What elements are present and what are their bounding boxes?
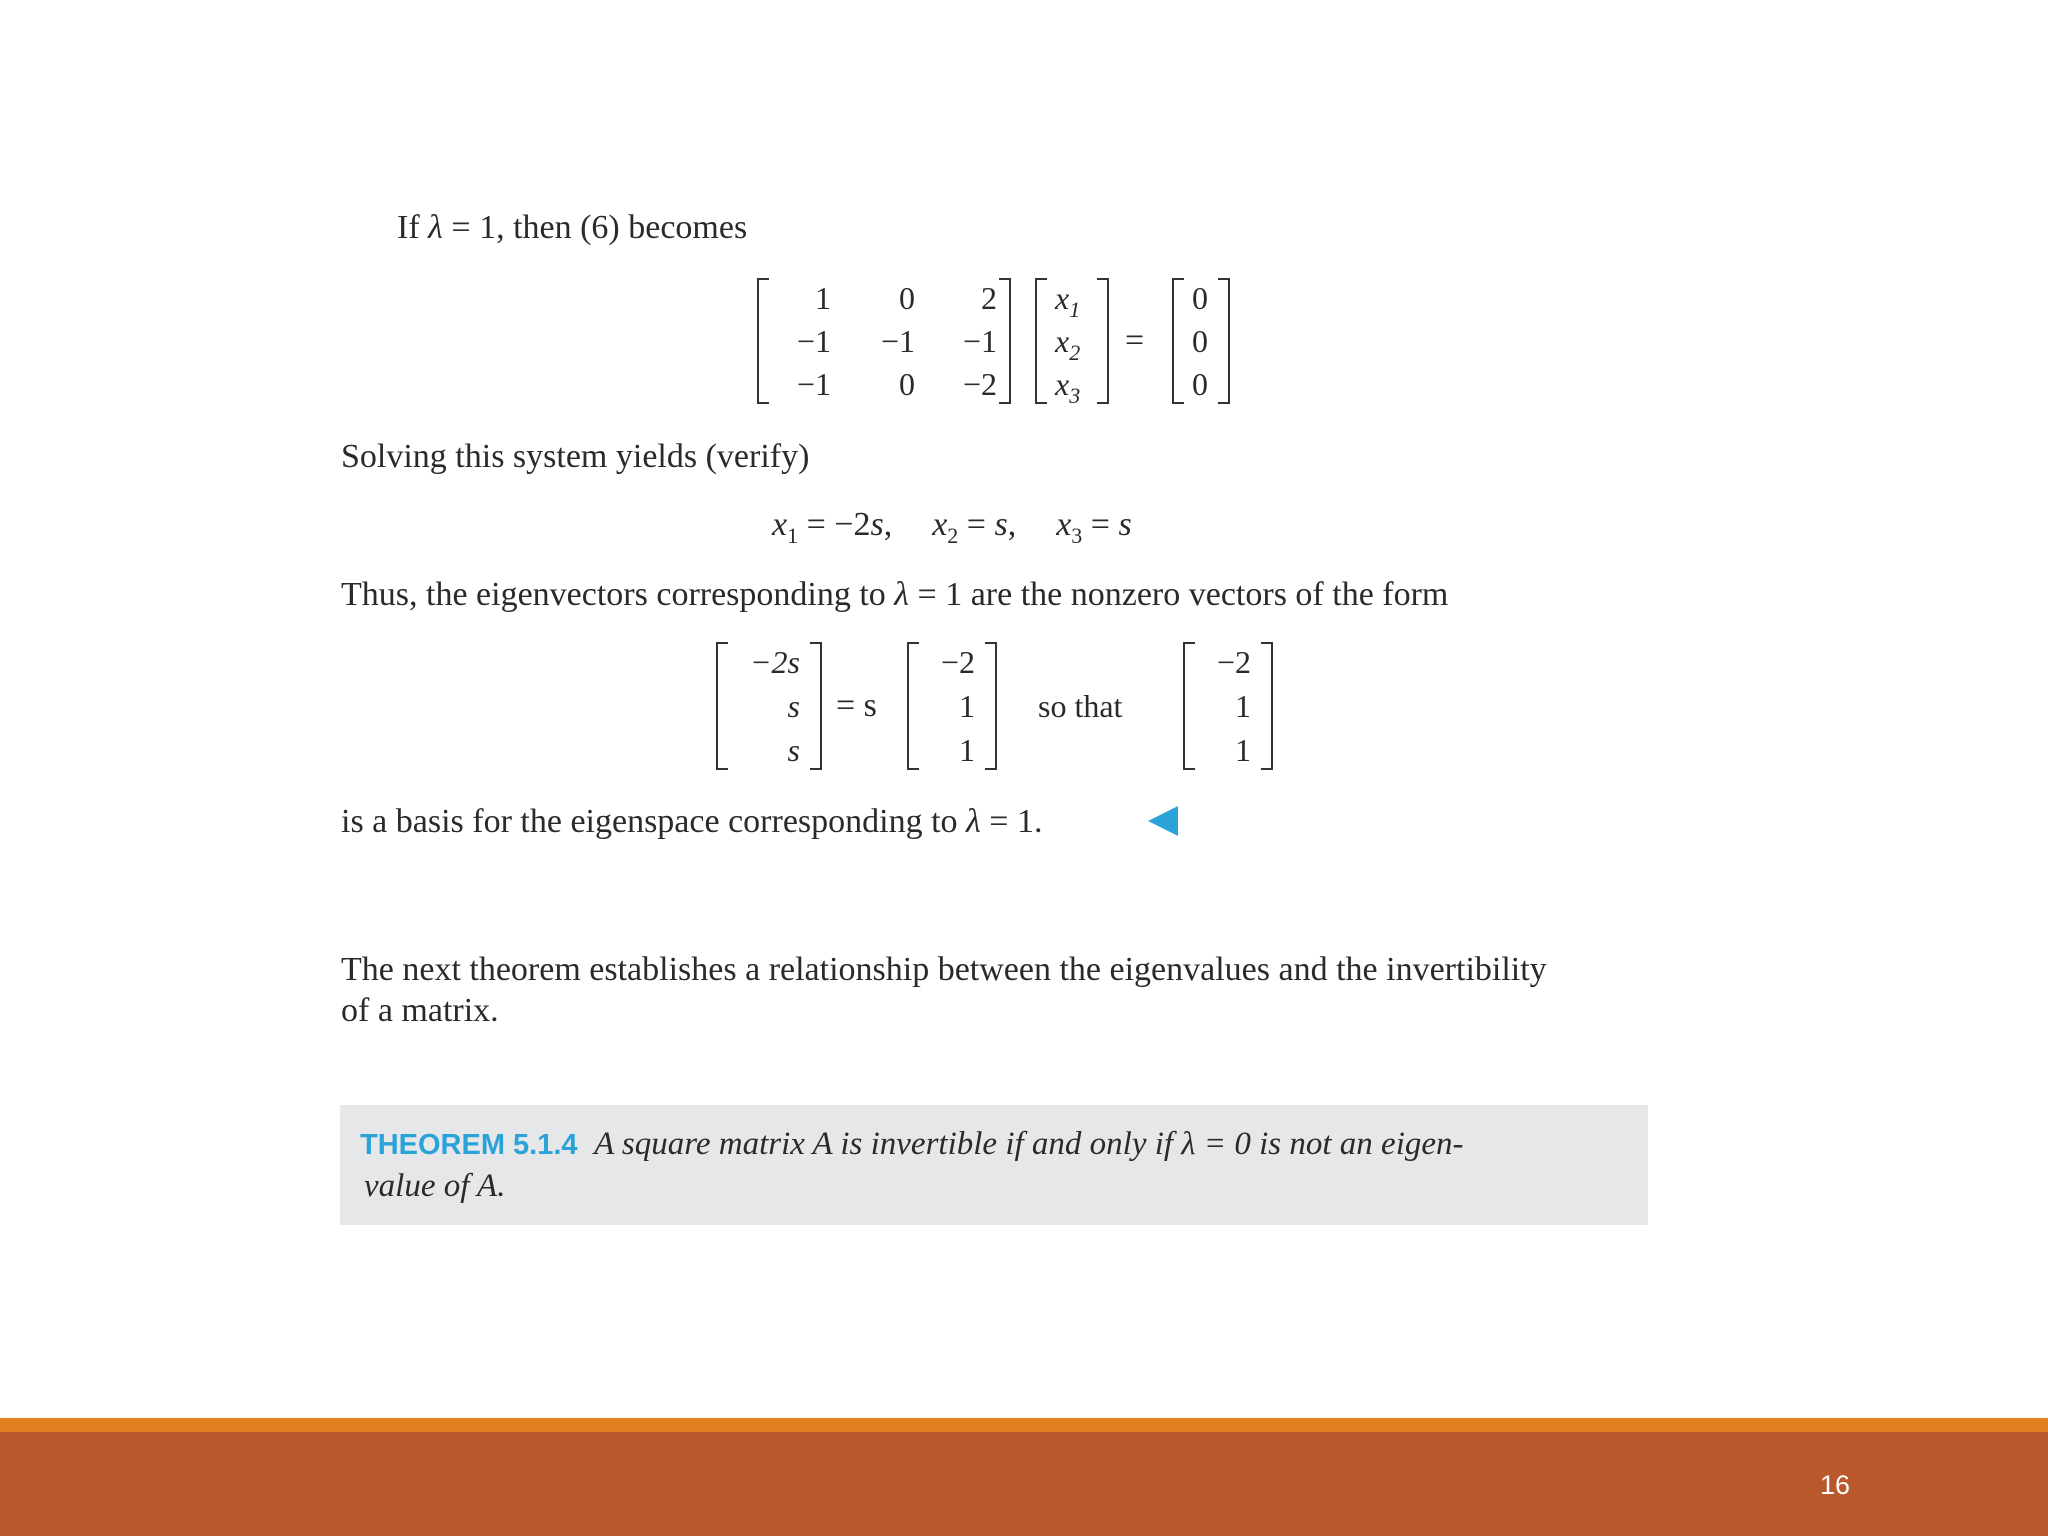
vector-cell: 1 bbox=[959, 732, 975, 768]
left-bracket bbox=[1172, 278, 1184, 404]
lambda-symbol: λ bbox=[966, 803, 981, 840]
vector-cell: 1 bbox=[959, 688, 975, 724]
matrix-cell: −1 bbox=[880, 323, 915, 359]
coefficient-matrix bbox=[757, 278, 1011, 404]
matrix-cell: −2 bbox=[962, 366, 997, 402]
matrix-cell: 2 bbox=[981, 280, 997, 316]
next-theorem-line1: The next theorem establishes a relationship between the eigenvalues and the invertibility bbox=[341, 951, 1547, 988]
right-bracket bbox=[1097, 278, 1109, 404]
basis-text-end: = 1. bbox=[980, 803, 1043, 840]
lambda-symbol: λ bbox=[428, 209, 443, 246]
solution-x2: $x_2 = s$, bbox=[932, 506, 1017, 548]
left-bracket bbox=[907, 642, 919, 770]
thus-text: Thus, the eigenvectors corresponding to bbox=[341, 576, 895, 613]
basis-text: is a basis for the eigenspace corresponding to bbox=[341, 803, 967, 840]
so-that-text: so that bbox=[1038, 688, 1123, 724]
basis-line bbox=[341, 802, 1042, 842]
right-bracket bbox=[1218, 278, 1230, 404]
thus-text-end: = 1 are the nonzero vectors of the form bbox=[909, 576, 1449, 613]
vector-cell: 1 bbox=[1235, 688, 1251, 724]
vector-cell: 0 bbox=[1192, 280, 1208, 316]
theorem-line1-row bbox=[360, 1123, 1464, 1166]
vector-cell: 0 bbox=[1192, 323, 1208, 359]
basis-vector bbox=[1183, 642, 1273, 770]
matrix-cell: −1 bbox=[796, 366, 831, 402]
right-bracket bbox=[810, 642, 822, 770]
variable-cell: $x_1$ bbox=[1055, 280, 1081, 322]
vector-cell: 1 bbox=[1235, 732, 1251, 768]
left-bracket bbox=[757, 278, 769, 404]
vector-cell: 0 bbox=[1192, 366, 1208, 402]
solution-equations bbox=[772, 505, 1132, 548]
lambda-symbol: λ bbox=[894, 576, 910, 613]
end-of-example-icon bbox=[1148, 806, 1178, 836]
theorem-box bbox=[340, 1105, 1648, 1225]
thus-line bbox=[341, 575, 1448, 615]
theorem-statement-line1: A square matrix A is invertible if and only if λ = 0 is not an eigen- bbox=[594, 1126, 1464, 1162]
theorem-label: THEOREM 5.1.4 bbox=[360, 1129, 578, 1161]
theorem-statement-line2: value of A. bbox=[364, 1168, 506, 1204]
vector-cell: s bbox=[787, 688, 800, 724]
matrix-cell: 0 bbox=[899, 280, 915, 316]
left-bracket bbox=[1035, 278, 1047, 404]
intro-text-end: = 1, then (6) becomes bbox=[442, 209, 748, 246]
page-number: 16 bbox=[1820, 1470, 1851, 1500]
footer-bar bbox=[0, 1432, 2048, 1536]
intro-line bbox=[397, 208, 747, 248]
left-bracket bbox=[1183, 642, 1195, 770]
footer-accent-line bbox=[0, 1418, 2048, 1432]
next-theorem-line2: of a matrix. bbox=[341, 992, 499, 1029]
right-bracket bbox=[1261, 642, 1273, 770]
eigenvector-parametric bbox=[716, 642, 822, 770]
solution-x3: $x_3 = s$ bbox=[1056, 506, 1132, 548]
vector-cell: −2 bbox=[1216, 644, 1251, 680]
right-bracket bbox=[999, 278, 1011, 404]
matrix-cell: 1 bbox=[815, 280, 831, 316]
zero-vector bbox=[1172, 278, 1230, 404]
solving-text: Solving this system yields (verify) bbox=[341, 438, 810, 475]
variable-cell: $x_3$ bbox=[1055, 366, 1081, 408]
equals-sign: = bbox=[1125, 322, 1145, 359]
vector-cell: s bbox=[787, 732, 800, 768]
eigenvector-direction bbox=[907, 642, 997, 770]
matrix-cell: 0 bbox=[899, 366, 915, 402]
matrix-cell: −1 bbox=[962, 323, 997, 359]
intro-text: If bbox=[397, 209, 429, 246]
vector-cell: −2s bbox=[749, 644, 800, 680]
solution-x1: $x_1 = -2s$, bbox=[772, 506, 893, 548]
vector-cell: −2 bbox=[940, 644, 975, 680]
variable-vector bbox=[1035, 278, 1109, 408]
variable-cell: $x_2$ bbox=[1055, 323, 1081, 365]
matrix-cell: −1 bbox=[796, 323, 831, 359]
equals-s: = s bbox=[836, 687, 877, 724]
left-bracket bbox=[716, 642, 728, 770]
right-bracket bbox=[985, 642, 997, 770]
